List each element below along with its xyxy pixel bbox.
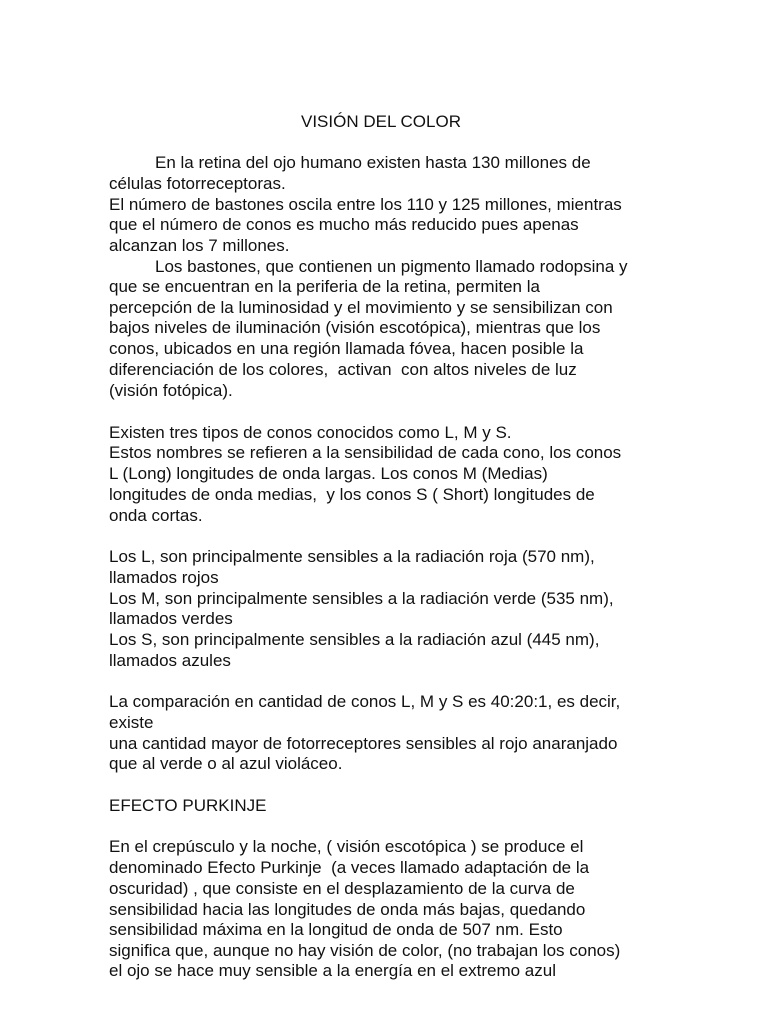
text-line: conos, ubicados en una región llamada fóvea, hacen posible la: [109, 339, 584, 358]
text-line: bajos niveles de iluminación (visión escotópica), mientras que los: [109, 318, 601, 337]
text-line: (visión fotópica).: [109, 381, 233, 400]
document-title: VISIÓN DEL COLOR: [301, 112, 461, 131]
section-heading: EFECTO PURKINJE: [109, 796, 267, 815]
text-line: diferenciación de los colores, activan con altos niveles de luz: [109, 360, 577, 379]
text-line: L (Long) longitudes de onda largas. Los conos M (Medias): [109, 464, 548, 483]
text-line: Estos nombres se refieren a la sensibilidad de cada cono, los conos: [109, 443, 622, 462]
text-line: que se encuentran en la periferia de la retina, permiten la: [109, 277, 540, 296]
text-line: una cantidad mayor de fotorreceptores sensibles al rojo anaranjado: [109, 734, 618, 753]
text-line: llamados verdes: [109, 609, 233, 628]
text-line: alcanzan los 7 millones.: [109, 236, 290, 255]
text-line: Existen tres tipos de conos conocidos como L, M y S.: [109, 423, 512, 442]
text-line: En el crepúsculo y la noche, ( visión escotópica ) se produce el: [109, 837, 584, 856]
text-line: onda cortas.: [109, 506, 203, 525]
text-line: oscuridad) , que consiste en el desplazamiento de la curva de: [109, 879, 575, 898]
text-line: que al verde o al azul violáceo.: [109, 754, 343, 773]
text-line: llamados azules: [109, 651, 231, 670]
text-line: llamados rojos: [109, 568, 219, 587]
text-line: Los L, son principalmente sensibles a la radiación roja (570 nm),: [109, 547, 595, 566]
text-line: denominado Efecto Purkinje (a veces llamado adaptación de la: [109, 858, 590, 877]
text-line: La comparación en cantidad de conos L, M y S es 40:20:1, es decir,: [109, 692, 621, 711]
text-line: células fotorreceptoras.: [109, 174, 286, 193]
text-line: existe: [109, 713, 154, 732]
text-line: sensibilidad máxima en la longitud de onda de 507 nm. Esto: [109, 920, 563, 939]
text-line: significa que, aunque no hay visión de color, (no trabajan los conos): [109, 941, 621, 960]
text-line: En la retina del ojo humano existen hasta 130 millones de: [155, 153, 591, 172]
text-line: El número de bastones oscila entre los 110 y 125 millones, mientras: [109, 195, 622, 214]
text-line: el ojo se hace muy sensible a la energía en el extremo azul: [109, 961, 556, 980]
text-line: que el número de conos es mucho más reducido pues apenas: [109, 215, 579, 234]
text-line: longitudes de onda medias, y los conos S ( Short) longitudes de: [109, 485, 595, 504]
text-line: sensibilidad hacia las longitudes de onda más bajas, quedando: [109, 900, 586, 919]
text-line: Los S, son principalmente sensibles a la radiación azul (445 nm),: [109, 630, 600, 649]
text-line: Los bastones, que contienen un pigmento llamado rodopsina y: [155, 257, 628, 276]
text-line: Los M, son principalmente sensibles a la radiación verde (535 nm),: [109, 589, 614, 608]
text-line: percepción de la luminosidad y el movimiento y se sensibilizan con: [109, 298, 613, 317]
